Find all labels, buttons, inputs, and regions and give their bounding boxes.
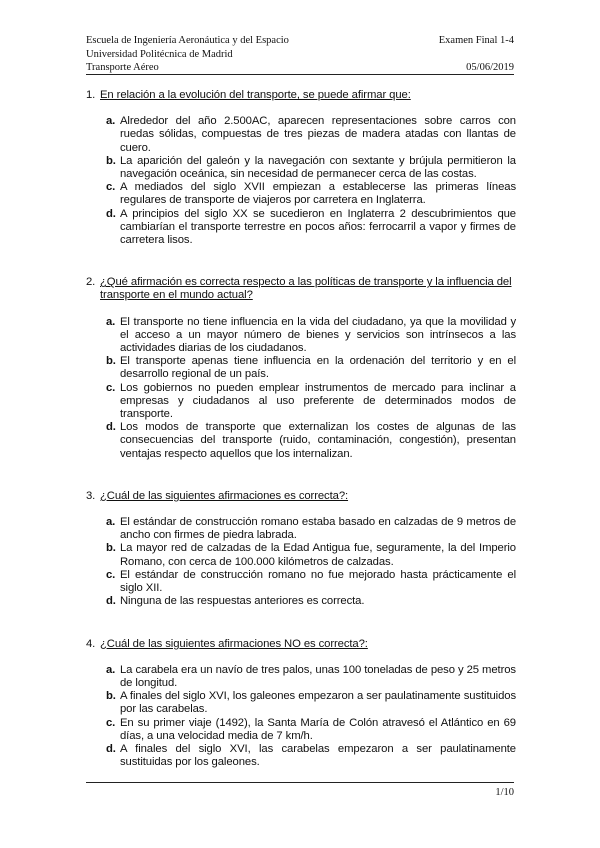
school-name: Escuela de Ingeniería Aeronáutica y del Espacio [86, 35, 289, 46]
page-footer [86, 787, 514, 798]
option-letter: d. [106, 595, 116, 608]
header-row-2 [86, 48, 514, 62]
option-text: La carabela era un navío de tres palos, unas 100 toneladas de peso y 25 metros de longitud. [120, 663, 516, 689]
question-number: 4. [86, 637, 96, 650]
question-text: En relación a la evolución del transporte, se puede afirmar que: [100, 89, 411, 101]
page-number: 1/10 [495, 787, 514, 798]
header-row-1 [86, 34, 514, 48]
footer-divider [86, 782, 514, 783]
course-name: Transporte Aéreo [86, 62, 159, 73]
option-a[interactable] [86, 316, 516, 356]
question-1 [86, 89, 516, 247]
header-row-3 [86, 61, 514, 75]
option-a[interactable] [86, 115, 516, 155]
question-list [86, 89, 516, 769]
option-text: El estándar de construcción romano estaba basado en calzadas de 9 metros de ancho con firmes de piedra labrada. [120, 516, 516, 542]
option-list [86, 316, 516, 461]
option-b[interactable] [86, 155, 516, 181]
option-list [86, 516, 516, 608]
option-letter: b. [106, 690, 116, 703]
question-text: ¿Cuál de las siguientes afirmaciones NO es correcta?: [100, 637, 368, 650]
question-text: ¿Cuál de las siguientes afirmaciones es correcta?: [100, 489, 349, 502]
option-letter: a. [106, 315, 116, 328]
question-2 [86, 276, 516, 461]
option-letter: c. [106, 181, 116, 194]
option-text: El estándar de construcción romano no fue mejorado hasta prácticamente el siglo XII. [120, 568, 516, 595]
option-d[interactable] [86, 208, 516, 248]
option-b[interactable] [86, 355, 516, 381]
option-c[interactable] [86, 569, 516, 595]
question-4 [86, 638, 516, 770]
option-text: A mediados del siglo XVII empiezan a establecerse las primeras líneas regulares de transporte de viajeros por carretera en Inglaterra. [120, 181, 516, 207]
option-text: A principios del siglo XX se sucedieron en Inglaterra 2 descubrimientos que cambiarían el transporte terrestre en pocos años: ferrocarril a vapor y firmes de carretera lisos. [120, 207, 516, 247]
question-heading [86, 89, 516, 102]
option-letter: a. [106, 115, 116, 128]
option-list [86, 664, 516, 770]
option-letter: b. [106, 542, 116, 555]
option-letter: b. [106, 355, 116, 368]
option-c[interactable] [86, 382, 516, 422]
question-heading [86, 638, 516, 651]
option-letter: c. [106, 381, 116, 394]
option-d[interactable] [86, 743, 516, 769]
question-number: 1. [86, 89, 96, 101]
option-text: Alrededor del año 2.500AC, aparecen representaciones sobre carros con ruedas sólidas, compuestas de tres piezas de madera atadas con llantas de cuero. [120, 115, 516, 154]
header-divider [86, 74, 514, 75]
option-letter: d. [106, 421, 116, 434]
option-letter: d. [106, 742, 116, 755]
option-d[interactable] [86, 595, 516, 608]
question-text: ¿Qué afirmación es correcta respecto a las políticas de transporte y la influencia del transporte en el mundo actual? [100, 276, 512, 302]
option-text: La aparición del galeón y la navegación con sextante y brújula permitieron la navegación oceánica, sin necesidad de permanecer cerca de las costas. [120, 154, 516, 181]
university-name: Universidad Politécnica de Madrid [86, 48, 233, 60]
option-letter: d. [106, 207, 116, 220]
option-text: Ninguna de las respuestas anteriores es correcta. [120, 595, 365, 608]
option-text: La mayor red de calzadas de la Edad Antigua fue, seguramente, la del Imperio Romano, con cerca de 100.000 kilómetros de calzadas. [120, 542, 516, 568]
exam-date: 05/06/2019 [466, 62, 514, 73]
option-a[interactable] [86, 516, 516, 542]
question-heading [86, 490, 516, 503]
option-c[interactable] [86, 181, 516, 207]
option-text: El transporte no tiene influencia en la vida del ciudadano, ya que la movilidad y el acceso a un mayor número de bienes y servicios son intrínsecos a las actividades diarias de los ciudadanos. [120, 315, 516, 355]
exam-title: Examen Final 1-4 [438, 35, 514, 46]
option-letter: a. [106, 516, 116, 529]
option-letter: a. [106, 663, 116, 676]
question-number: 2. [86, 276, 96, 289]
option-text: A finales del siglo XVI, las carabelas empezaron a ser paulatinamente sustituidas por los galeones. [120, 742, 516, 769]
option-b[interactable] [86, 542, 516, 568]
option-list [86, 115, 516, 247]
option-text: Los gobiernos no pueden emplear instrumentos de mercado para inclinar a empresas y ciudadanos al uso preferente de determinados modos de transporte. [120, 381, 516, 421]
question-heading [86, 276, 516, 302]
option-a[interactable] [86, 664, 516, 690]
option-text: A finales del siglo XVI, los galeones empezaron a ser paulatinamente sustituidos por las carabelas. [120, 690, 516, 716]
question-3 [86, 490, 516, 609]
option-letter: c. [106, 568, 116, 581]
question-number: 3. [86, 489, 96, 502]
option-letter: c. [106, 716, 116, 729]
option-b[interactable] [86, 690, 516, 716]
option-text: El transporte apenas tiene influencia en la ordenación del territorio y en el desarrollo regional de un país. [120, 355, 516, 381]
option-d[interactable] [86, 421, 516, 461]
option-letter: b. [106, 154, 116, 167]
option-text: En su primer viaje (1492), la Santa María de Colón atravesó el Atlántico en 69 días, a una velocidad media de 7 km/h. [120, 716, 516, 742]
option-text: Los modos de transporte que externalizan los costes de algunas de las consecuencias del transporte (ruido, contaminación, congestión), presentan ventajas respecto aquellos que los internalizan. [120, 421, 516, 460]
page-header [86, 34, 514, 75]
option-c[interactable] [86, 717, 516, 743]
